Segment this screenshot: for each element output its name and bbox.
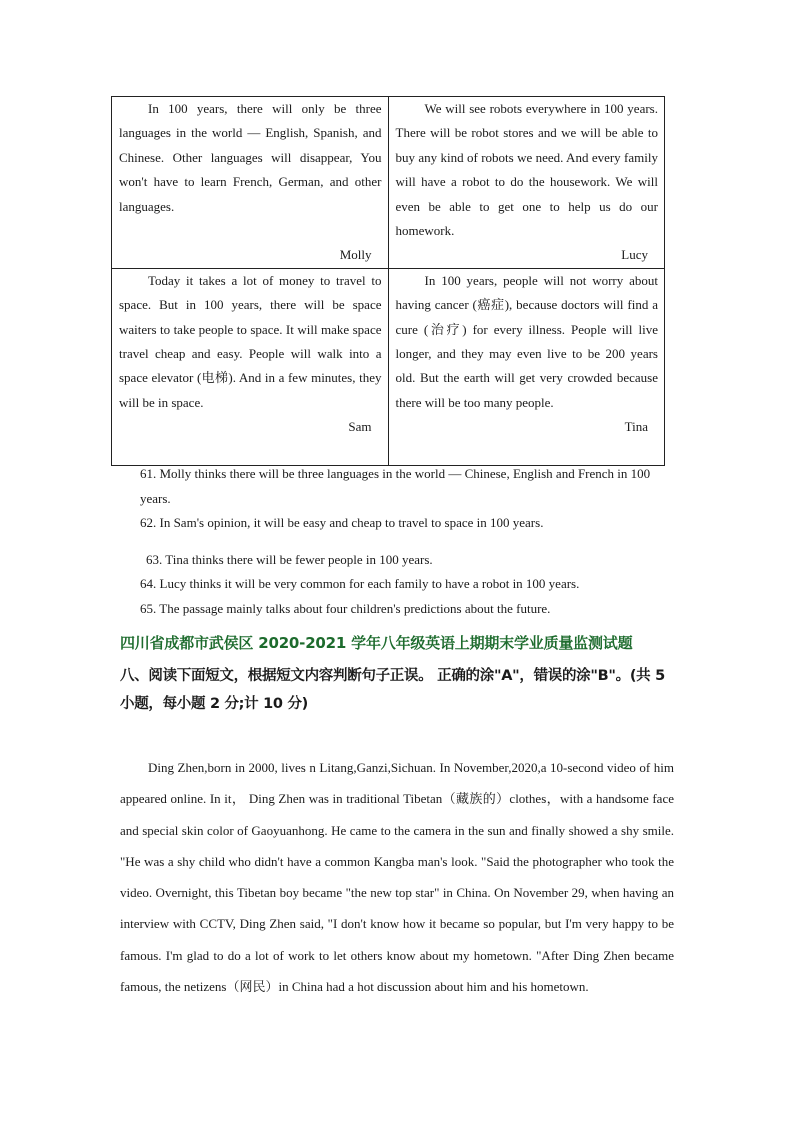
statement-61: [140, 462, 674, 511]
statement-text: 61. Molly thinks there will be three languages in the world — Chinese, English and French in 100: [140, 466, 651, 481]
statements-list: [140, 462, 674, 621]
prediction-author: Molly: [339, 247, 372, 263]
prediction-text: We will see robots everywhere in 100 years. There will be robot stores and we will be able to buy any kind of robots we need. And every family will have a robot to do the housework. We will even be able to get one to help us do our homework.: [395, 101, 658, 239]
prediction-cell-sam: [112, 268, 389, 465]
prediction-text: In 100 years, there will only be three languages in the world — English, Spanish, and Chinese. Other languages will disappear, You won't have to learn French, German, and other languages.: [119, 101, 382, 214]
predictions-table: [111, 96, 665, 466]
prediction-author: Lucy: [621, 247, 648, 263]
predictions-row: [112, 268, 665, 465]
statement-63: 63. Tina thinks there will be fewer people in 100 years.: [146, 551, 433, 567]
prediction-text: Today it takes a lot of money to travel to space. But in 100 years, there will be space waiters to take people to space. It will make space travel cheap and easy. People will walk into a space elevator (电梯). And in a few minutes, they will be in space.: [119, 272, 382, 410]
prediction-author: Tina: [624, 419, 648, 435]
reading-passage: Ding Zhen,born in 2000, lives n Litang,Ganzi,Sichuan. In November,2020,a 10-second video of him appeared online. In it， Ding Zhen was in traditional Tibetan（藏族的）clothes，with a handsome face and special skin color of Gaoyuanhong. He came to the camera in the sun and finally showed a shy smile. "He was a shy child who didn't have a common Kangba man's look. "Said the photographer who took the video. Overnight, this Tibetan boy became "the new top star" in China. On November 29, when having an interview with CCTV, Ding Zhen said, "I don't know how it became so popular, but I'm very happy to be famous. I'm glad to do a lot of work to let others know about my hometown. "After Ding Zhen became famous, the netizens（网民）in China had a hot discussion about him and his hometown.: [120, 760, 674, 995]
prediction-author: Sam: [348, 419, 372, 435]
prediction-cell-lucy: [388, 97, 665, 269]
section-instruction: 八、阅读下面短文，根据短文内容判断句子正误。 正确的涂"A"，错误的涂"B"。(共 5 小题，每小题 2 分;计 10 分): [120, 668, 665, 712]
statement-continuation: years.: [140, 490, 171, 506]
predictions-row: [112, 97, 665, 269]
prediction-cell-molly: [112, 97, 389, 269]
prediction-cell-tina: [388, 268, 665, 465]
prediction-text: In 100 years, people will not worry about having cancer (癌症), because doctors will find a cure (治疗) for every illness. People will live longer, and they may even live to be 200 years old. But the earth will get very crowded because there will be too many people.: [395, 272, 658, 410]
statement-62: 62. In Sam's opinion, it will be easy and cheap to travel to space in 100 years.: [140, 515, 544, 530]
statement-65: 65. The passage mainly talks about four children's predictions about the future.: [140, 600, 551, 616]
exam-source-title: 四川省成都市武侯区 2020-2021 学年八年级英语上期期末学业质量监测试题: [120, 634, 633, 652]
statement-64: 64. Lucy thinks it will be very common for each family to have a robot in 100 years.: [140, 576, 580, 591]
